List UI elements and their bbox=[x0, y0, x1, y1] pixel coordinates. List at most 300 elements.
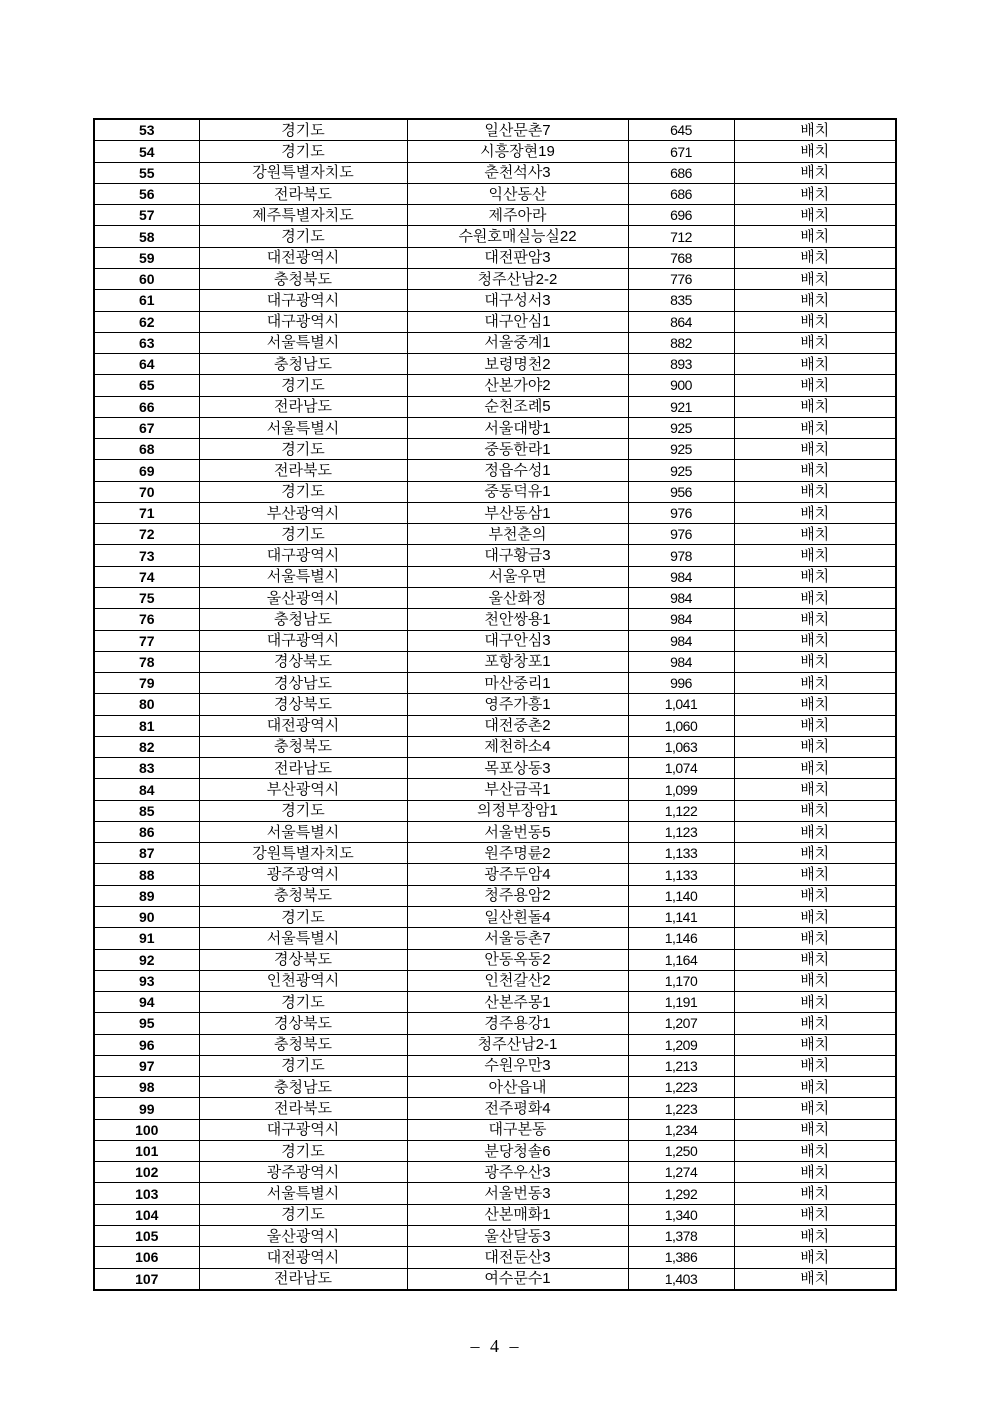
cell-status: 배치 bbox=[734, 566, 896, 587]
cell-name: 대전둔산3 bbox=[407, 1247, 628, 1268]
cell-value: 1,074 bbox=[628, 758, 734, 779]
cell-name: 익산동산 bbox=[407, 183, 628, 204]
cell-name: 수원우만3 bbox=[407, 1055, 628, 1076]
cell-region: 서울특별시 bbox=[199, 928, 407, 949]
cell-value: 984 bbox=[628, 651, 734, 672]
cell-name: 대구안심3 bbox=[407, 630, 628, 651]
assignment-table bbox=[93, 118, 897, 1291]
cell-name: 인천갈산2 bbox=[407, 970, 628, 991]
cell-no: 54 bbox=[94, 141, 199, 162]
cell-status: 배치 bbox=[734, 1098, 896, 1119]
cell-value: 1,274 bbox=[628, 1162, 734, 1183]
cell-status: 배치 bbox=[734, 970, 896, 991]
cell-name: 천안쌍용1 bbox=[407, 609, 628, 630]
cell-name: 서울중계1 bbox=[407, 332, 628, 353]
cell-name: 안동옥동2 bbox=[407, 949, 628, 970]
cell-status: 배치 bbox=[734, 417, 896, 438]
cell-region: 부산광역시 bbox=[199, 779, 407, 800]
cell-status: 배치 bbox=[734, 673, 896, 694]
cell-value: 1,141 bbox=[628, 906, 734, 927]
cell-region: 대구광역시 bbox=[199, 311, 407, 332]
cell-status: 배치 bbox=[734, 354, 896, 375]
table-row bbox=[94, 609, 896, 630]
cell-no: 85 bbox=[94, 800, 199, 821]
cell-status: 배치 bbox=[734, 928, 896, 949]
cell-name: 영주가흥1 bbox=[407, 694, 628, 715]
cell-name: 일산흰돌4 bbox=[407, 906, 628, 927]
cell-status: 배치 bbox=[734, 1268, 896, 1290]
cell-no: 79 bbox=[94, 673, 199, 694]
cell-status: 배치 bbox=[734, 545, 896, 566]
cell-value: 1,378 bbox=[628, 1225, 734, 1246]
cell-region: 대구광역시 bbox=[199, 630, 407, 651]
cell-status: 배치 bbox=[734, 439, 896, 460]
cell-status: 배치 bbox=[734, 1183, 896, 1204]
table-row bbox=[94, 1225, 896, 1246]
cell-region: 대구광역시 bbox=[199, 1119, 407, 1140]
cell-status: 배치 bbox=[734, 226, 896, 247]
cell-status: 배치 bbox=[734, 949, 896, 970]
cell-name: 시흥장현19 bbox=[407, 141, 628, 162]
cell-value: 1,122 bbox=[628, 800, 734, 821]
cell-status: 배치 bbox=[734, 694, 896, 715]
table-row bbox=[94, 460, 896, 481]
cell-name: 분당청솔6 bbox=[407, 1140, 628, 1161]
table-row bbox=[94, 928, 896, 949]
cell-no: 57 bbox=[94, 205, 199, 226]
cell-no: 62 bbox=[94, 311, 199, 332]
cell-value: 921 bbox=[628, 396, 734, 417]
cell-status: 배치 bbox=[734, 779, 896, 800]
cell-no: 107 bbox=[94, 1268, 199, 1290]
cell-value: 1,213 bbox=[628, 1055, 734, 1076]
cell-no: 80 bbox=[94, 694, 199, 715]
table-row bbox=[94, 396, 896, 417]
table-row bbox=[94, 992, 896, 1013]
cell-name: 대전중촌2 bbox=[407, 715, 628, 736]
cell-value: 1,099 bbox=[628, 779, 734, 800]
cell-name: 울산화정 bbox=[407, 588, 628, 609]
cell-status: 배치 bbox=[734, 460, 896, 481]
cell-region: 경기도 bbox=[199, 226, 407, 247]
table-row bbox=[94, 1013, 896, 1034]
cell-status: 배치 bbox=[734, 375, 896, 396]
cell-name: 춘천석사3 bbox=[407, 162, 628, 183]
cell-value: 686 bbox=[628, 162, 734, 183]
cell-region: 서울특별시 bbox=[199, 821, 407, 842]
cell-no: 68 bbox=[94, 439, 199, 460]
cell-name: 부산동삼1 bbox=[407, 502, 628, 523]
cell-no: 103 bbox=[94, 1183, 199, 1204]
cell-no: 90 bbox=[94, 906, 199, 927]
cell-region: 경기도 bbox=[199, 1140, 407, 1161]
cell-name: 서울번동5 bbox=[407, 821, 628, 842]
cell-no: 91 bbox=[94, 928, 199, 949]
cell-region: 충청북도 bbox=[199, 885, 407, 906]
cell-name: 여수문수1 bbox=[407, 1268, 628, 1290]
cell-status: 배치 bbox=[734, 1247, 896, 1268]
cell-value: 984 bbox=[628, 609, 734, 630]
cell-region: 대구광역시 bbox=[199, 545, 407, 566]
cell-name: 청주산남2-2 bbox=[407, 269, 628, 290]
cell-no: 82 bbox=[94, 736, 199, 757]
cell-region: 전라남도 bbox=[199, 1268, 407, 1290]
cell-name: 서울대방1 bbox=[407, 417, 628, 438]
cell-value: 686 bbox=[628, 183, 734, 204]
cell-status: 배치 bbox=[734, 141, 896, 162]
cell-region: 광주광역시 bbox=[199, 864, 407, 885]
table-row bbox=[94, 970, 896, 991]
cell-status: 배치 bbox=[734, 332, 896, 353]
cell-region: 대전광역시 bbox=[199, 715, 407, 736]
cell-status: 배치 bbox=[734, 1034, 896, 1055]
cell-name: 마산중리1 bbox=[407, 673, 628, 694]
cell-status: 배치 bbox=[734, 1140, 896, 1161]
cell-status: 배치 bbox=[734, 800, 896, 821]
cell-value: 1,250 bbox=[628, 1140, 734, 1161]
cell-name: 경주용강1 bbox=[407, 1013, 628, 1034]
table-row bbox=[94, 843, 896, 864]
cell-region: 전라북도 bbox=[199, 460, 407, 481]
cell-name: 서울우면 bbox=[407, 566, 628, 587]
cell-no: 106 bbox=[94, 1247, 199, 1268]
cell-no: 64 bbox=[94, 354, 199, 375]
table-row bbox=[94, 226, 896, 247]
cell-status: 배치 bbox=[734, 183, 896, 204]
cell-no: 96 bbox=[94, 1034, 199, 1055]
cell-value: 768 bbox=[628, 247, 734, 268]
cell-status: 배치 bbox=[734, 162, 896, 183]
cell-region: 경기도 bbox=[199, 119, 407, 141]
cell-status: 배치 bbox=[734, 1013, 896, 1034]
cell-no: 105 bbox=[94, 1225, 199, 1246]
table-row bbox=[94, 1204, 896, 1225]
table-row bbox=[94, 545, 896, 566]
cell-no: 63 bbox=[94, 332, 199, 353]
cell-region: 충청북도 bbox=[199, 1034, 407, 1055]
cell-region: 울산광역시 bbox=[199, 1225, 407, 1246]
cell-status: 배치 bbox=[734, 481, 896, 502]
cell-name: 광주우산3 bbox=[407, 1162, 628, 1183]
page-number: – 4 – bbox=[470, 1336, 522, 1356]
cell-no: 69 bbox=[94, 460, 199, 481]
cell-status: 배치 bbox=[734, 502, 896, 523]
cell-region: 경기도 bbox=[199, 481, 407, 502]
cell-region: 제주특별자치도 bbox=[199, 205, 407, 226]
cell-name: 서울번동3 bbox=[407, 1183, 628, 1204]
cell-no: 97 bbox=[94, 1055, 199, 1076]
cell-no: 70 bbox=[94, 481, 199, 502]
table-row bbox=[94, 439, 896, 460]
cell-region: 전라남도 bbox=[199, 396, 407, 417]
cell-name: 수원호매실능실22 bbox=[407, 226, 628, 247]
cell-no: 74 bbox=[94, 566, 199, 587]
table-row bbox=[94, 524, 896, 545]
table-row bbox=[94, 821, 896, 842]
cell-status: 배치 bbox=[734, 1055, 896, 1076]
cell-region: 광주광역시 bbox=[199, 1162, 407, 1183]
cell-region: 서울특별시 bbox=[199, 417, 407, 438]
cell-name: 중동한라1 bbox=[407, 439, 628, 460]
cell-status: 배치 bbox=[734, 396, 896, 417]
table-row bbox=[94, 417, 896, 438]
cell-region: 경상북도 bbox=[199, 1013, 407, 1034]
cell-value: 1,170 bbox=[628, 970, 734, 991]
cell-status: 배치 bbox=[734, 1119, 896, 1140]
cell-region: 충청남도 bbox=[199, 609, 407, 630]
cell-name: 아산읍내 bbox=[407, 1077, 628, 1098]
cell-name: 청주용암2 bbox=[407, 885, 628, 906]
table-row bbox=[94, 949, 896, 970]
cell-value: 925 bbox=[628, 417, 734, 438]
cell-status: 배치 bbox=[734, 290, 896, 311]
cell-status: 배치 bbox=[734, 1162, 896, 1183]
cell-status: 배치 bbox=[734, 1225, 896, 1246]
cell-no: 78 bbox=[94, 651, 199, 672]
cell-no: 73 bbox=[94, 545, 199, 566]
cell-value: 1,060 bbox=[628, 715, 734, 736]
cell-status: 배치 bbox=[734, 1204, 896, 1225]
cell-name: 광주두암4 bbox=[407, 864, 628, 885]
cell-value: 1,123 bbox=[628, 821, 734, 842]
table-row bbox=[94, 290, 896, 311]
cell-value: 984 bbox=[628, 630, 734, 651]
cell-value: 1,191 bbox=[628, 992, 734, 1013]
cell-status: 배치 bbox=[734, 906, 896, 927]
cell-value: 1,207 bbox=[628, 1013, 734, 1034]
table-row bbox=[94, 502, 896, 523]
table-row bbox=[94, 715, 896, 736]
cell-value: 925 bbox=[628, 460, 734, 481]
cell-region: 충청남도 bbox=[199, 1077, 407, 1098]
cell-region: 경상남도 bbox=[199, 673, 407, 694]
table-row bbox=[94, 205, 896, 226]
cell-no: 56 bbox=[94, 183, 199, 204]
cell-region: 전라남도 bbox=[199, 758, 407, 779]
cell-name: 일산문촌7 bbox=[407, 119, 628, 141]
cell-no: 58 bbox=[94, 226, 199, 247]
table-row bbox=[94, 864, 896, 885]
cell-value: 1,292 bbox=[628, 1183, 734, 1204]
cell-name: 부천춘의 bbox=[407, 524, 628, 545]
table-row bbox=[94, 247, 896, 268]
table-row bbox=[94, 758, 896, 779]
cell-name: 원주명륜2 bbox=[407, 843, 628, 864]
cell-no: 71 bbox=[94, 502, 199, 523]
cell-no: 104 bbox=[94, 1204, 199, 1225]
cell-status: 배치 bbox=[734, 630, 896, 651]
table-row bbox=[94, 332, 896, 353]
cell-value: 978 bbox=[628, 545, 734, 566]
cell-value: 1,063 bbox=[628, 736, 734, 757]
cell-name: 목포상동3 bbox=[407, 758, 628, 779]
cell-status: 배치 bbox=[734, 311, 896, 332]
cell-value: 882 bbox=[628, 332, 734, 353]
cell-region: 전라북도 bbox=[199, 1098, 407, 1119]
cell-region: 강원특별자치도 bbox=[199, 162, 407, 183]
cell-region: 경기도 bbox=[199, 439, 407, 460]
cell-status: 배치 bbox=[734, 269, 896, 290]
table-row bbox=[94, 354, 896, 375]
cell-value: 956 bbox=[628, 481, 734, 502]
cell-name: 포항창포1 bbox=[407, 651, 628, 672]
cell-no: 55 bbox=[94, 162, 199, 183]
cell-status: 배치 bbox=[734, 736, 896, 757]
cell-value: 835 bbox=[628, 290, 734, 311]
cell-region: 경기도 bbox=[199, 992, 407, 1013]
cell-region: 경기도 bbox=[199, 1055, 407, 1076]
table-row bbox=[94, 141, 896, 162]
cell-region: 충청남도 bbox=[199, 354, 407, 375]
cell-no: 89 bbox=[94, 885, 199, 906]
cell-value: 712 bbox=[628, 226, 734, 247]
table-row bbox=[94, 311, 896, 332]
cell-name: 대구황금3 bbox=[407, 545, 628, 566]
table-row bbox=[94, 1077, 896, 1098]
table-row bbox=[94, 375, 896, 396]
cell-value: 925 bbox=[628, 439, 734, 460]
cell-no: 88 bbox=[94, 864, 199, 885]
cell-region: 서울특별시 bbox=[199, 332, 407, 353]
cell-region: 경기도 bbox=[199, 800, 407, 821]
cell-no: 86 bbox=[94, 821, 199, 842]
cell-value: 1,133 bbox=[628, 864, 734, 885]
assignment-table-body bbox=[94, 119, 896, 1290]
cell-status: 배치 bbox=[734, 864, 896, 885]
table-row bbox=[94, 1162, 896, 1183]
cell-name: 대전판암3 bbox=[407, 247, 628, 268]
cell-region: 경기도 bbox=[199, 1204, 407, 1225]
cell-name: 청주산남2-1 bbox=[407, 1034, 628, 1055]
cell-status: 배치 bbox=[734, 758, 896, 779]
cell-no: 83 bbox=[94, 758, 199, 779]
cell-status: 배치 bbox=[734, 885, 896, 906]
cell-status: 배치 bbox=[734, 843, 896, 864]
cell-region: 대구광역시 bbox=[199, 290, 407, 311]
cell-value: 1,223 bbox=[628, 1098, 734, 1119]
cell-name: 제주아라 bbox=[407, 205, 628, 226]
cell-name: 보령명천2 bbox=[407, 354, 628, 375]
cell-region: 대전광역시 bbox=[199, 1247, 407, 1268]
table-row bbox=[94, 566, 896, 587]
cell-name: 순천조례5 bbox=[407, 396, 628, 417]
table-row bbox=[94, 119, 896, 141]
cell-no: 95 bbox=[94, 1013, 199, 1034]
cell-no: 100 bbox=[94, 1119, 199, 1140]
cell-no: 53 bbox=[94, 119, 199, 141]
cell-name: 중동덕유1 bbox=[407, 481, 628, 502]
table-row bbox=[94, 630, 896, 651]
cell-no: 65 bbox=[94, 375, 199, 396]
cell-no: 67 bbox=[94, 417, 199, 438]
cell-status: 배치 bbox=[734, 1077, 896, 1098]
cell-region: 울산광역시 bbox=[199, 588, 407, 609]
table-row bbox=[94, 885, 896, 906]
cell-no: 60 bbox=[94, 269, 199, 290]
cell-region: 경상북도 bbox=[199, 694, 407, 715]
cell-status: 배치 bbox=[734, 715, 896, 736]
cell-region: 경기도 bbox=[199, 375, 407, 396]
cell-region: 경기도 bbox=[199, 524, 407, 545]
cell-status: 배치 bbox=[734, 992, 896, 1013]
cell-no: 101 bbox=[94, 1140, 199, 1161]
cell-name: 울산달동3 bbox=[407, 1225, 628, 1246]
table-row bbox=[94, 588, 896, 609]
cell-no: 81 bbox=[94, 715, 199, 736]
cell-no: 76 bbox=[94, 609, 199, 630]
cell-value: 1,209 bbox=[628, 1034, 734, 1055]
cell-region: 전라북도 bbox=[199, 183, 407, 204]
table-row bbox=[94, 906, 896, 927]
cell-value: 645 bbox=[628, 119, 734, 141]
table-row bbox=[94, 1140, 896, 1161]
cell-name: 부산금곡1 bbox=[407, 779, 628, 800]
cell-status: 배치 bbox=[734, 524, 896, 545]
cell-name: 의정부장암1 bbox=[407, 800, 628, 821]
table-row bbox=[94, 1183, 896, 1204]
table-row bbox=[94, 183, 896, 204]
table-row bbox=[94, 1034, 896, 1055]
cell-status: 배치 bbox=[734, 651, 896, 672]
cell-value: 900 bbox=[628, 375, 734, 396]
cell-region: 경기도 bbox=[199, 141, 407, 162]
cell-value: 1,041 bbox=[628, 694, 734, 715]
cell-region: 경기도 bbox=[199, 906, 407, 927]
cell-no: 94 bbox=[94, 992, 199, 1013]
cell-value: 696 bbox=[628, 205, 734, 226]
cell-status: 배치 bbox=[734, 588, 896, 609]
cell-name: 산본주몽1 bbox=[407, 992, 628, 1013]
cell-value: 1,164 bbox=[628, 949, 734, 970]
cell-region: 서울특별시 bbox=[199, 566, 407, 587]
cell-region: 대전광역시 bbox=[199, 247, 407, 268]
cell-value: 984 bbox=[628, 588, 734, 609]
table-row bbox=[94, 736, 896, 757]
cell-no: 99 bbox=[94, 1098, 199, 1119]
cell-region: 충청북도 bbox=[199, 269, 407, 290]
cell-value: 1,403 bbox=[628, 1268, 734, 1290]
cell-value: 864 bbox=[628, 311, 734, 332]
cell-name: 정읍수성1 bbox=[407, 460, 628, 481]
cell-value: 893 bbox=[628, 354, 734, 375]
cell-name: 제천하소4 bbox=[407, 736, 628, 757]
cell-region: 서울특별시 bbox=[199, 1183, 407, 1204]
cell-region: 부산광역시 bbox=[199, 502, 407, 523]
cell-region: 경상북도 bbox=[199, 949, 407, 970]
cell-no: 77 bbox=[94, 630, 199, 651]
cell-value: 996 bbox=[628, 673, 734, 694]
cell-value: 1,234 bbox=[628, 1119, 734, 1140]
cell-no: 59 bbox=[94, 247, 199, 268]
cell-name: 서울등촌7 bbox=[407, 928, 628, 949]
cell-no: 102 bbox=[94, 1162, 199, 1183]
cell-no: 98 bbox=[94, 1077, 199, 1098]
cell-no: 84 bbox=[94, 779, 199, 800]
cell-region: 충청북도 bbox=[199, 736, 407, 757]
table-row bbox=[94, 694, 896, 715]
cell-name: 대구성서3 bbox=[407, 290, 628, 311]
table-row bbox=[94, 269, 896, 290]
table-row bbox=[94, 779, 896, 800]
cell-name: 대구본동 bbox=[407, 1119, 628, 1140]
cell-region: 인천광역시 bbox=[199, 970, 407, 991]
table-row bbox=[94, 162, 896, 183]
cell-status: 배치 bbox=[734, 821, 896, 842]
cell-no: 93 bbox=[94, 970, 199, 991]
cell-value: 1,140 bbox=[628, 885, 734, 906]
cell-value: 1,223 bbox=[628, 1077, 734, 1098]
table-row bbox=[94, 1247, 896, 1268]
